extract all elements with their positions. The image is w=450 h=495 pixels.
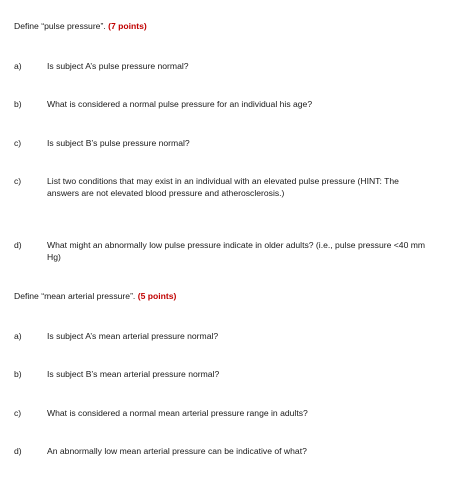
question-letter: a) [14,331,22,341]
section-1-heading [14,21,147,33]
question-text: Is subject B’s pulse pressure normal? [47,138,190,148]
question-letter: d) [14,446,22,456]
question-letter: b) [14,99,22,109]
question-letter: c) [14,176,22,186]
question-text: List two conditions that may exist in an individual with an elevated pulse pressure (HINT: The answers are not elevated blood pressure and atherosclerosis.) [47,176,399,198]
question-text: An abnormally low mean arterial pressure can be indicative of what? [47,446,307,456]
section-2-points: (5 points) [137,291,177,301]
question-text: What is considered a normal mean arterial pressure range in adults? [47,408,308,418]
section-2-heading [14,291,176,303]
section-2-title: Define “mean arterial pressure”. [14,291,136,301]
question-text: Is subject A’s mean arterial pressure normal? [47,331,219,341]
question-text: What might an abnormally low pulse pressure indicate in older adults? (i.e., pulse pressure <40 mm Hg) [47,240,426,262]
question-text: What is considered a normal pulse pressure for an individual his age? [47,99,313,109]
question-letter: b) [14,369,22,379]
question-letter: c) [14,408,22,418]
question-letter: a) [14,61,22,71]
question-text: Is subject B’s mean arterial pressure normal? [47,369,220,379]
section-1-points: (7 points) [108,21,147,31]
question-text: Is subject A’s pulse pressure normal? [47,61,189,71]
section-1-title: Define “pulse pressure”. [14,21,106,31]
question-letter: c) [14,138,22,148]
question-letter: d) [14,240,22,250]
